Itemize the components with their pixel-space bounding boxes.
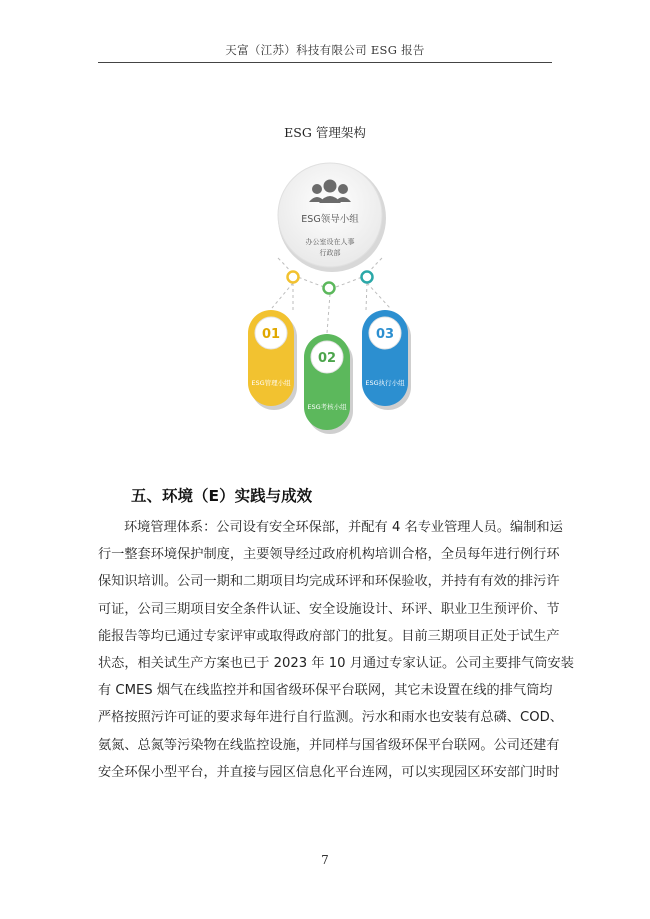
pillar-02-label: ESG考核小组 <box>307 403 347 411</box>
figure-caption: ESG 管理架构 <box>284 125 366 140</box>
header-divider <box>98 62 552 63</box>
pillar-01-label: ESG管理小组 <box>251 379 291 387</box>
page-header: 天富（江苏）科技有限公司 ESG 报告 <box>225 43 425 57</box>
connector-dot-teal <box>362 272 373 283</box>
leader-node-line2: 行政部 <box>319 249 341 257</box>
body-line: 可证，公司三期项目安全条件认证、安全设施设计、环评、职业卫生预评价、节 <box>98 601 560 617</box>
body-paragraph <box>98 514 574 786</box>
section-title: 五、环境（E）实践与成效 <box>131 487 313 505</box>
body-line: 安全环保小型平台，并直接与园区信息化平台连网，可以实现园区环安部门时时 <box>98 764 560 780</box>
body-line: 氨氮、总氮等污染物在线监控设施，并同样与国省级环保平台联网。公司还建有 <box>98 737 560 753</box>
connector-dot-yellow <box>288 272 299 283</box>
body-line: 能报告等均已通过专家评审或取得政府部门的批复。目前三期项目正处于试生产 <box>98 628 560 644</box>
pillar-03-number: 03 <box>375 327 395 342</box>
body-line: 行一整套环境保护制度，主要领导经过政府机构培训合格，全员每年进行例行环 <box>98 547 560 563</box>
leader-node-line1: 办公室设在人事 <box>305 238 355 246</box>
esg-structure-diagram <box>230 160 430 440</box>
pillar-02-number: 02 <box>317 351 337 366</box>
body-line: 保知识培训。公司一期和二期项目均完成环评和环保验收，并持有有效的排污许 <box>98 574 560 590</box>
connector-dot-green <box>324 283 335 294</box>
body-line: 有 CMES 烟气在线监控并和国省级环保平台联网，其它未设置在线的排气筒均 <box>98 683 553 699</box>
pillar-01-number: 01 <box>261 327 281 342</box>
page-number: 7 <box>321 853 329 867</box>
leader-node-title: ESG领导小组 <box>301 214 359 225</box>
body-line: 严格按照污许可证的要求每年进行自行监测。污水和雨水也安装有总磷、COD、 <box>98 710 563 726</box>
body-line: 状态，相关试生产方案也已于 2023 年 10 月通过专家认证。公司主要排气筒安装 <box>98 655 574 671</box>
body-line: 环境管理体系：公司设有安全环保部，并配有 4 名专业管理人员。编制和运 <box>124 520 563 535</box>
pillar-03-label: ESG执行小组 <box>365 379 405 387</box>
